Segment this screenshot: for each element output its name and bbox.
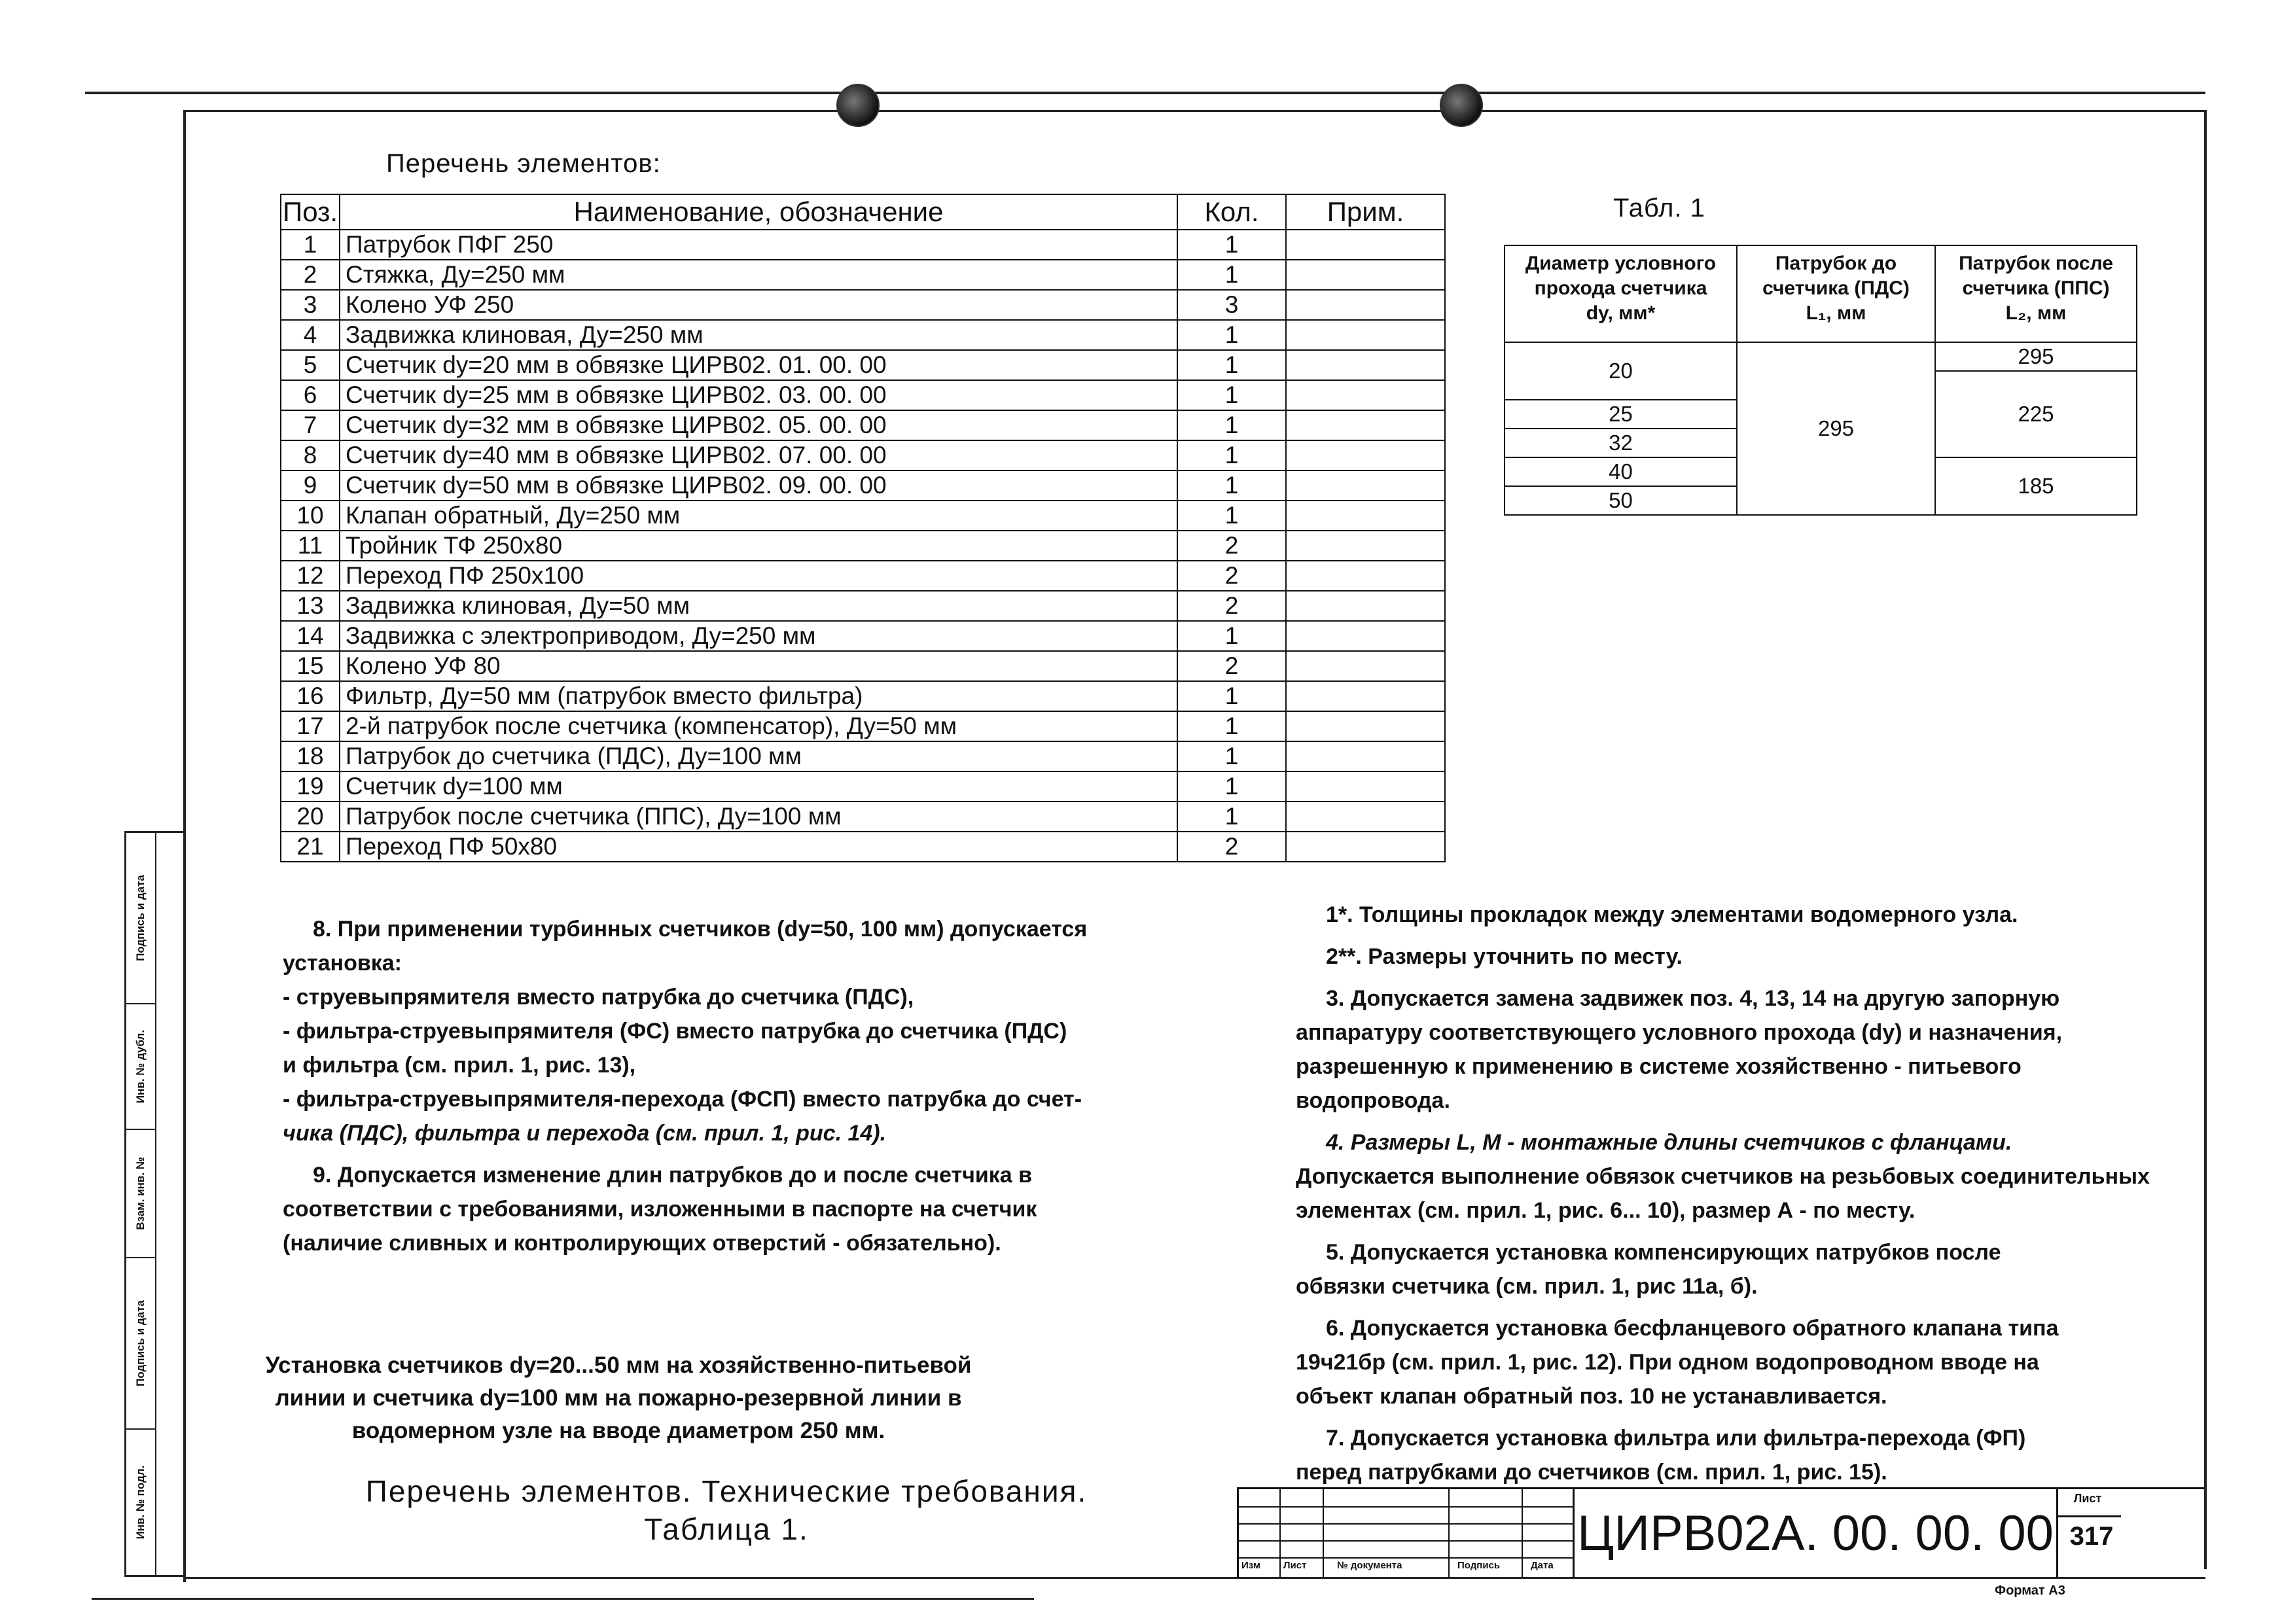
title-block-label: Изм: [1241, 1560, 1260, 1571]
row-pos: 7: [281, 410, 340, 440]
row-qty: 1: [1177, 380, 1286, 410]
row-note: [1286, 501, 1445, 531]
row-qty: 2: [1177, 651, 1286, 681]
row-name: Задвижка клиновая, Ду=250 мм: [340, 320, 1177, 350]
header-line: Патрубок после: [1959, 253, 2113, 274]
table1-diameter-cell: 50: [1505, 486, 1737, 515]
table-row: [281, 320, 1445, 350]
note-line: - фильтра-струевыпрямителя (ФС) вместо патрубка до счетчика (ПДС): [283, 1019, 1067, 1044]
row-name: Патрубок после счетчика (ППС), Ду=100 мм: [340, 802, 1177, 832]
row-note: [1286, 350, 1445, 380]
note-7: [1296, 1421, 2173, 1489]
caption-line: Установка счетчиков dy=20...50 мм на хозяйственно-питьевой: [265, 1352, 972, 1378]
note-line: 4. Размеры L, M - монтажные длины счетчиков с фланцами.: [1326, 1130, 2012, 1155]
note-line: перед патрубками до счетчиков (см. прил. 1, рис. 15).: [1296, 1460, 1887, 1485]
grid-line: [1323, 1489, 1324, 1578]
row-qty: 1: [1177, 802, 1286, 832]
side-stamp-label: Подпись и дата: [134, 875, 147, 961]
header-pos: Поз.: [281, 194, 340, 230]
row-note: [1286, 681, 1445, 711]
table-row: [281, 711, 1445, 741]
note-line: обвязки счетчика (см. прил. 1, рис 11а, б).: [1296, 1274, 1758, 1299]
caption-line: линии и счетчика dy=100 мм на пожарно-резервной линии в: [275, 1385, 962, 1411]
row-name: Счетчик dy=50 мм в обвязке ЦИРВ02. 09. 00. 00: [340, 470, 1177, 501]
row-name: Переход ПФ 250х100: [340, 561, 1177, 591]
row-qty: 2: [1177, 832, 1286, 862]
row-qty: 1: [1177, 711, 1286, 741]
side-stamp-label: Подпись и дата: [134, 1300, 147, 1386]
drawing-caption: [239, 1349, 998, 1447]
note-3: [1296, 981, 2173, 1118]
note-line: 19ч21бр (см. прил. 1, рис. 12). При одном водопроводном вводе на: [1296, 1350, 2039, 1375]
row-note: [1286, 290, 1445, 320]
row-note: [1286, 771, 1445, 802]
table-row: [281, 651, 1445, 681]
row-pos: 16: [281, 681, 340, 711]
note-line: - струевыпрямителя вместо патрубка до счетчика (ПДС),: [283, 985, 914, 1010]
row-name: Задвижка с электроприводом, Ду=250 мм: [340, 621, 1177, 651]
table-row: [281, 531, 1445, 561]
row-name: Счетчик dy=100 мм: [340, 771, 1177, 802]
note-line: 9. Допускается изменение длин патрубков до и после счетчика в: [313, 1163, 1033, 1188]
row-name: Патрубок до счетчика (ПДС), Ду=100 мм: [340, 741, 1177, 771]
note-line: и фильтра (см. прил. 1, рис. 13),: [283, 1053, 636, 1078]
table1-header-l1: [1737, 245, 1935, 342]
table-row: [281, 440, 1445, 470]
row-pos: 8: [281, 440, 340, 470]
elements-table-header: [281, 194, 1445, 230]
note-5: [1296, 1235, 2173, 1303]
title-block-label: Лист: [1283, 1560, 1307, 1571]
table-row: [281, 410, 1445, 440]
table-row: [281, 802, 1445, 832]
row-name: Клапан обратный, Ду=250 мм: [340, 501, 1177, 531]
row-note: [1286, 440, 1445, 470]
header-line: счетчика (ППС): [1962, 277, 2110, 299]
side-stamp-label: Взам. инв. №: [134, 1157, 147, 1230]
row-qty: 3: [1177, 290, 1286, 320]
table-row: [281, 260, 1445, 290]
header-qty: Кол.: [1177, 194, 1286, 230]
note-9: [283, 1158, 1212, 1260]
elements-heading: Перечень элементов:: [386, 149, 661, 178]
row-qty: 1: [1177, 440, 1286, 470]
note-6: [1296, 1311, 2173, 1413]
note-line: объект клапан обратный поз. 10 не устанавливается.: [1296, 1384, 1887, 1409]
caption-line: водомерном узле на вводе диаметром 250 мм.: [351, 1418, 885, 1443]
row-note: [1286, 802, 1445, 832]
sheet-title-line: Перечень элементов. Технические требования.: [365, 1474, 1088, 1508]
row-name: Колено УФ 250: [340, 290, 1177, 320]
header-line: Диаметр условного: [1525, 253, 1717, 274]
sheet-number: 317: [2069, 1522, 2114, 1551]
note-line: 3. Допускается замена задвижек поз. 4, 13, 14 на другую запорную: [1326, 986, 2060, 1011]
row-note: [1286, 380, 1445, 410]
note-line: соответствии с требованиями, изложенными в паспорте на счетчик: [283, 1197, 1037, 1222]
row-name: Счетчик dy=25 мм в обвязке ЦИРВ02. 03. 00. 00: [340, 380, 1177, 410]
table1-header-row: [1505, 245, 2137, 342]
note-line: разрешенную к применению в системе хозяйственно - питьевого водопровода.: [1296, 1054, 2022, 1113]
table-row: [281, 501, 1445, 531]
row-pos: 10: [281, 501, 340, 531]
row-pos: 17: [281, 711, 340, 741]
format-label: Формат А3: [1995, 1583, 2065, 1598]
note-line: 1*. Толщины прокладок между элементами водомерного узла.: [1326, 902, 2018, 927]
row-qty: 2: [1177, 591, 1286, 621]
side-stamp-cell: [126, 1258, 155, 1430]
note-line: 8. При применении турбинных счетчиков (dy=50, 100 мм) допускается: [313, 917, 1088, 942]
frame-left-line: [183, 110, 186, 1582]
sheet-title: [242, 1472, 1211, 1548]
table1-diameter-cell: 40: [1505, 457, 1737, 486]
table1-diameter-cell: 25: [1505, 400, 1737, 429]
note-2: [1296, 940, 2173, 974]
title-block-label: Дата: [1531, 1560, 1554, 1571]
table1-title: Табл. 1: [1613, 194, 1705, 222]
row-pos: 12: [281, 561, 340, 591]
row-note: [1286, 711, 1445, 741]
frame-outer-bottom-line: [92, 1598, 1034, 1600]
row-note: [1286, 621, 1445, 651]
title-block-label: № документа: [1337, 1560, 1402, 1571]
row-note: [1286, 531, 1445, 561]
row-qty: 1: [1177, 621, 1286, 651]
row-qty: 1: [1177, 501, 1286, 531]
binder-hole-icon: [1440, 84, 1483, 127]
row-pos: 4: [281, 320, 340, 350]
grid-line: [1522, 1489, 1523, 1578]
row-name: Переход ПФ 50х80: [340, 832, 1177, 862]
row-name: Стяжка, Ду=250 мм: [340, 260, 1177, 290]
note-line: 5. Допускается установка компенсирующих патрубков после: [1326, 1240, 2001, 1265]
row-qty: 1: [1177, 320, 1286, 350]
table1-diameter-cell: 20: [1505, 342, 1737, 400]
row-note: [1286, 561, 1445, 591]
row-qty: 2: [1177, 561, 1286, 591]
row-note: [1286, 470, 1445, 501]
side-stamp-cell: [126, 1430, 155, 1575]
row-pos: 13: [281, 591, 340, 621]
frame-top-line: [85, 92, 2205, 94]
row-qty: 1: [1177, 410, 1286, 440]
table1-l2-cell: 225: [1935, 371, 2137, 457]
sheet-divider: [2058, 1515, 2121, 1517]
row-qty: 1: [1177, 230, 1286, 260]
row-note: [1286, 741, 1445, 771]
table-row: [281, 290, 1445, 320]
side-stamp-divider: [155, 833, 156, 1575]
note-line: 6. Допускается установка бесфланцевого обратного клапана типа: [1326, 1316, 2059, 1341]
header-line: прохода счетчика: [1534, 277, 1707, 299]
row-note: [1286, 591, 1445, 621]
row-name: Счетчик dy=32 мм в обвязке ЦИРВ02. 05. 00. 00: [340, 410, 1177, 440]
title-block-grid: [1239, 1489, 1573, 1578]
row-qty: 1: [1177, 681, 1286, 711]
note-line: 7. Допускается установка фильтра или фильтра-перехода (ФП): [1326, 1426, 2026, 1451]
row-qty: 1: [1177, 741, 1286, 771]
note-line: установка:: [283, 951, 402, 976]
note-line: чика (ПДС), фильтра и перехода (см. прил. 1, рис. 14).: [283, 1121, 887, 1146]
note-line: (наличие сливных и контролирующих отверстий - обязательно).: [283, 1231, 1001, 1256]
row-note: [1286, 230, 1445, 260]
header-line: L₁, мм: [1806, 302, 1866, 324]
row-pos: 2: [281, 260, 340, 290]
side-stamp-cell: [126, 1004, 155, 1130]
table1: [1504, 245, 2137, 516]
table1-l1-cell: 295: [1737, 342, 1935, 515]
note-line: Допускается выполнение обвязок счетчиков на резьбовых соединительных: [1296, 1164, 2150, 1189]
frame-right-line: [2204, 110, 2207, 1569]
table-row: [281, 350, 1445, 380]
row-note: [1286, 260, 1445, 290]
table1-l2-cell: 185: [1935, 457, 2137, 515]
row-pos: 1: [281, 230, 340, 260]
frame-inner-top-line: [183, 110, 2205, 112]
note-line: аппаратуру соответствующего условного прохода (dy) и назначения,: [1296, 1020, 2063, 1045]
title-block-label: Подпись: [1457, 1560, 1501, 1571]
row-pos: 18: [281, 741, 340, 771]
table-row: [281, 621, 1445, 651]
row-qty: 2: [1177, 531, 1286, 561]
table1-diameter-cell: 32: [1505, 429, 1737, 457]
table-row: [281, 681, 1445, 711]
row-name: Задвижка клиновая, Ду=50 мм: [340, 591, 1177, 621]
grid-line: [1448, 1489, 1450, 1578]
table-row: [281, 741, 1445, 771]
row-note: [1286, 410, 1445, 440]
header-line: Патрубок до: [1775, 253, 1897, 274]
side-stamp-label: Инв. № подл.: [134, 1465, 147, 1540]
elements-table: [280, 194, 1446, 862]
note-1: [1296, 898, 2173, 932]
header-line: L₂, мм: [2005, 302, 2067, 324]
grid-line: [1279, 1489, 1281, 1578]
table-row: [281, 771, 1445, 802]
binder-hole-icon: [836, 84, 880, 127]
table-row: [281, 470, 1445, 501]
row-note: [1286, 320, 1445, 350]
row-pos: 19: [281, 771, 340, 802]
row-pos: 5: [281, 350, 340, 380]
side-stamp-cell: [126, 833, 155, 1004]
row-name: Фильтр, Ду=50 мм (патрубок вместо фильтра): [340, 681, 1177, 711]
row-note: [1286, 832, 1445, 862]
table1-l2-cell: 295: [1935, 342, 2137, 371]
note-line: - фильтра-струевыпрямителя-перехода (ФСП) вместо патрубка до счет-: [283, 1087, 1082, 1112]
row-qty: 1: [1177, 771, 1286, 802]
row-pos: 15: [281, 651, 340, 681]
row-name: Колено УФ 80: [340, 651, 1177, 681]
notes-left: [283, 912, 1212, 1268]
table-row: [281, 230, 1445, 260]
row-name: Счетчик dy=40 мм в обвязке ЦИРВ02. 07. 00. 00: [340, 440, 1177, 470]
sheet-label: Лист: [2073, 1492, 2102, 1505]
table1-header-l2: [1935, 245, 2137, 342]
side-stamp-cell: [126, 1130, 155, 1258]
header-note: Прим.: [1286, 194, 1445, 230]
table-row: [281, 380, 1445, 410]
row-pos: 20: [281, 802, 340, 832]
row-pos: 6: [281, 380, 340, 410]
table-row: [281, 591, 1445, 621]
row-pos: 14: [281, 621, 340, 651]
row-pos: 21: [281, 832, 340, 862]
row-name: 2-й патрубок после счетчика (компенсатор), Ду=50 мм: [340, 711, 1177, 741]
row-name: Патрубок ПФГ 250: [340, 230, 1177, 260]
document-code: ЦИРВ02А. 00. 00. 00: [1573, 1489, 2058, 1578]
sheet-title-line: Таблица 1.: [644, 1512, 809, 1546]
header-name: Наименование, обозначение: [340, 194, 1177, 230]
note-4: [1296, 1125, 2173, 1227]
table-row: [281, 832, 1445, 862]
row-pos: 3: [281, 290, 340, 320]
note-line: элементах (см. прил. 1, рис. 6... 10), размер А - по месту.: [1296, 1198, 1916, 1223]
title-block: [1237, 1487, 2204, 1578]
row-pos: 11: [281, 531, 340, 561]
row-pos: 9: [281, 470, 340, 501]
header-line: счетчика (ПДС): [1762, 277, 1910, 299]
elements-table-body: [281, 230, 1445, 862]
note-8: [283, 912, 1212, 1150]
row-name: Счетчик dy=20 мм в обвязке ЦИРВ02. 01. 00. 00: [340, 350, 1177, 380]
row-qty: 1: [1177, 350, 1286, 380]
notes-right: [1296, 898, 2173, 1497]
table-row: [281, 561, 1445, 591]
side-stamp-label: Инв. № дубл.: [134, 1029, 147, 1104]
row-qty: 1: [1177, 470, 1286, 501]
header-line: dy, мм*: [1586, 302, 1656, 324]
note-line: 2**. Размеры уточнить по месту.: [1326, 944, 1683, 969]
row-qty: 1: [1177, 260, 1286, 290]
side-stamp: [124, 831, 183, 1577]
table1-header-diameter: [1505, 245, 1737, 342]
row-note: [1286, 651, 1445, 681]
row-name: Тройник ТФ 250х80: [340, 531, 1177, 561]
